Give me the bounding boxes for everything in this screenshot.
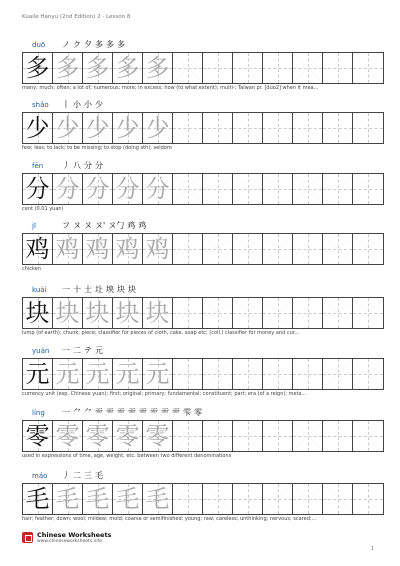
stroke-step: 鸡 — [138, 221, 147, 230]
stroke-step: 多 — [106, 40, 114, 49]
stroke-step: 土 — [84, 285, 92, 294]
blank-cell[interactable] — [233, 53, 263, 83]
stroke-step: 八 — [73, 161, 81, 170]
trace-cell — [83, 113, 113, 143]
blank-cell[interactable] — [353, 298, 383, 328]
stroke-order — [62, 471, 103, 481]
blank-cell[interactable] — [323, 359, 353, 389]
trace-character: 多 — [85, 54, 110, 82]
stroke-step: 二 — [73, 471, 81, 480]
blank-cell[interactable] — [203, 298, 233, 328]
blank-cell[interactable] — [203, 421, 233, 451]
writing-grid — [22, 233, 384, 265]
stroke-step: 坱 — [106, 285, 114, 294]
model-cell — [23, 234, 53, 264]
stroke-order — [62, 221, 146, 231]
blank-cell[interactable] — [233, 421, 263, 451]
model-cell — [23, 53, 53, 83]
model-character: 多 — [25, 54, 50, 82]
trace-character: 鸡 — [55, 235, 80, 263]
stroke-step: ⺈ — [84, 408, 92, 417]
model-cell — [23, 421, 53, 451]
blank-cell[interactable] — [173, 484, 203, 514]
writing-grid — [22, 173, 384, 205]
stroke-step: ノ — [62, 40, 70, 49]
stroke-step: 零 — [194, 408, 202, 417]
trace-cell — [113, 484, 143, 514]
trace-cell — [143, 359, 173, 389]
pinyin-label: líng — [32, 409, 45, 417]
blank-cell[interactable] — [233, 234, 263, 264]
stroke-step: ヌ' — [95, 221, 106, 230]
blank-cell[interactable] — [203, 113, 233, 143]
trace-cell — [113, 174, 143, 204]
writing-grid — [22, 52, 384, 84]
trace-cell — [53, 174, 83, 204]
blank-cell[interactable] — [263, 484, 293, 514]
pinyin-label: jī — [32, 222, 36, 230]
model-cell — [23, 298, 53, 328]
blank-cell[interactable] — [323, 53, 353, 83]
stroke-step: 分 — [84, 161, 92, 170]
trace-character: 毛 — [85, 485, 110, 513]
trace-character: 零 — [145, 422, 170, 450]
stroke-order — [62, 346, 103, 356]
trace-cell — [83, 359, 113, 389]
blank-cell[interactable] — [233, 484, 263, 514]
meaning-text: few; less; to lack; to be missing; to stop (doing sth); seldom — [22, 145, 172, 151]
character-row — [22, 41, 382, 99]
trace-cell — [83, 298, 113, 328]
trace-character: 鸡 — [85, 235, 110, 263]
worksheet-title: Kuaile Hanyu (2nd Edition) 2 - Lesson 8 — [22, 14, 131, 20]
stroke-order — [62, 161, 103, 171]
writing-grid — [22, 483, 384, 515]
model-character: 少 — [25, 114, 50, 142]
blank-cell[interactable] — [203, 174, 233, 204]
trace-cell — [113, 113, 143, 143]
blank-cell[interactable] — [293, 359, 323, 389]
character-row — [22, 101, 382, 159]
blank-cell[interactable] — [263, 234, 293, 264]
trace-cell — [53, 234, 83, 264]
blank-cell[interactable] — [263, 298, 293, 328]
stroke-step: ク — [73, 40, 81, 49]
meaning-text: cent (0.01 yuan) — [22, 206, 64, 212]
model-cell — [23, 359, 53, 389]
blank-cell[interactable] — [233, 113, 263, 143]
blank-cell[interactable] — [293, 53, 323, 83]
meaning-text: lump (of earth); chunk; piece; classifier for pieces of cloth, cake, soap etc; (coll.) classifier for money and cur... — [22, 330, 300, 336]
blank-cell[interactable] — [173, 234, 203, 264]
trace-cell — [113, 421, 143, 451]
model-character: 分 — [25, 175, 50, 203]
stroke-step: 圵 — [95, 285, 103, 294]
blank-cell[interactable] — [173, 298, 203, 328]
trace-cell — [83, 484, 113, 514]
stroke-step: 夕 — [84, 40, 92, 49]
blank-cell[interactable] — [173, 359, 203, 389]
stroke-step: 丿 — [62, 471, 70, 480]
trace-character: 多 — [145, 54, 170, 82]
meaning-text: many; much; often; a lot of; numerous; more; in excess; how (to what extent); multi-; Taiwan pr. [duo2] when it mea... — [22, 85, 319, 91]
stroke-step: 小 — [73, 100, 81, 109]
stroke-step: 一 — [62, 408, 70, 417]
blank-cell[interactable] — [233, 359, 263, 389]
stroke-order — [62, 100, 103, 110]
trace-character: 零 — [85, 422, 110, 450]
stroke-step: ⻗ — [128, 408, 136, 417]
trace-cell — [143, 484, 173, 514]
trace-character: 多 — [55, 54, 80, 82]
trace-cell — [143, 298, 173, 328]
trace-character: 元 — [115, 360, 140, 388]
trace-cell — [53, 484, 83, 514]
stroke-order — [62, 285, 136, 295]
stroke-step: 丿 — [62, 161, 70, 170]
footer-url[interactable]: www.chineseworksheets.info — [37, 539, 102, 544]
stroke-order — [62, 40, 125, 50]
trace-character: 毛 — [145, 485, 170, 513]
meaning-text: currency unit (esp. Chinese yuan); first; original; primary; fundamental; constituent; part; era (of a reign); meta... — [22, 391, 307, 397]
stroke-step: ⻗ — [161, 408, 169, 417]
pinyin-label: kuài — [32, 286, 47, 294]
stroke-step: 三 — [84, 471, 92, 480]
blank-cell[interactable] — [323, 484, 353, 514]
stroke-step: ⻗ — [117, 408, 125, 417]
trace-character: 元 — [145, 360, 170, 388]
blank-cell[interactable] — [293, 298, 323, 328]
meaning-text: hair; feather; down; wool; mildew; mold; coarse or semifinished; young; raw; careless; unthinking; nervous; scared;... — [22, 516, 317, 522]
trace-cell — [83, 421, 113, 451]
trace-cell — [113, 53, 143, 83]
trace-cell — [83, 234, 113, 264]
trace-cell — [143, 421, 173, 451]
blank-cell[interactable] — [203, 53, 233, 83]
trace-character: 少 — [85, 114, 110, 142]
blank-cell[interactable] — [323, 421, 353, 451]
blank-cell[interactable] — [323, 234, 353, 264]
trace-character: 分 — [115, 175, 140, 203]
trace-character: 块 — [115, 299, 140, 327]
blank-cell[interactable] — [323, 174, 353, 204]
stroke-step: 一 — [62, 346, 70, 355]
blank-cell[interactable] — [353, 53, 383, 83]
trace-cell — [143, 174, 173, 204]
stroke-step: フ — [62, 221, 70, 230]
trace-cell — [53, 113, 83, 143]
writing-grid — [22, 112, 384, 144]
character-row — [22, 347, 382, 405]
blank-cell[interactable] — [353, 113, 383, 143]
stroke-step: テ — [84, 346, 92, 355]
trace-character: 元 — [55, 360, 80, 388]
stroke-step: 十 — [73, 285, 81, 294]
model-cell — [23, 113, 53, 143]
character-row — [22, 162, 382, 220]
stroke-step: 块 — [117, 285, 125, 294]
model-cell — [23, 174, 53, 204]
stroke-step: ⻗ — [139, 408, 147, 417]
blank-cell[interactable] — [173, 113, 203, 143]
blank-cell[interactable] — [293, 421, 323, 451]
model-character: 鸡 — [25, 235, 50, 263]
stroke-step: ヌ勹 — [108, 221, 125, 230]
stroke-step: 少 — [95, 100, 103, 109]
blank-cell[interactable] — [353, 359, 383, 389]
chinese-worksheets-logo-icon — [22, 532, 33, 543]
blank-cell[interactable] — [353, 484, 383, 514]
writing-grid — [22, 358, 384, 390]
pinyin-label: fēn — [32, 162, 44, 170]
model-cell — [23, 484, 53, 514]
blank-cell[interactable] — [203, 484, 233, 514]
trace-character: 鸡 — [145, 235, 170, 263]
blank-cell[interactable] — [263, 53, 293, 83]
blank-cell[interactable] — [173, 421, 203, 451]
stroke-step: ヌ — [84, 221, 92, 230]
character-row — [22, 472, 382, 530]
stroke-step: 一 — [62, 285, 70, 294]
trace-character: 多 — [115, 54, 140, 82]
trace-cell — [83, 174, 113, 204]
blank-cell[interactable] — [173, 53, 203, 83]
trace-cell — [113, 359, 143, 389]
footer-brand: Chinese Worksheets — [37, 531, 112, 539]
trace-cell — [143, 53, 173, 83]
stroke-step: 鸡 — [127, 221, 136, 230]
blank-cell[interactable] — [293, 113, 323, 143]
blank-cell[interactable] — [233, 174, 263, 204]
trace-character: 毛 — [115, 485, 140, 513]
stroke-step: ⻗ — [150, 408, 158, 417]
blank-cell[interactable] — [353, 174, 383, 204]
blank-cell[interactable] — [263, 113, 293, 143]
blank-cell[interactable] — [263, 359, 293, 389]
pinyin-label: yuán — [32, 347, 50, 355]
model-character: 毛 — [25, 485, 50, 513]
model-character: 零 — [25, 422, 50, 450]
blank-cell[interactable] — [233, 298, 263, 328]
blank-cell[interactable] — [173, 174, 203, 204]
stroke-step: 丨 — [62, 100, 70, 109]
trace-cell — [53, 298, 83, 328]
trace-character: 少 — [115, 114, 140, 142]
blank-cell[interactable] — [293, 234, 323, 264]
stroke-step: 分 — [95, 161, 103, 170]
page-number: 1 — [370, 546, 374, 552]
trace-character: 分 — [85, 175, 110, 203]
trace-character: 鸡 — [115, 235, 140, 263]
stroke-step: 多 — [117, 40, 125, 49]
blank-cell[interactable] — [293, 174, 323, 204]
stroke-step: ⻗ — [172, 408, 180, 417]
trace-cell — [143, 234, 173, 264]
stroke-step: 小 — [84, 100, 92, 109]
stroke-step: ヌ — [73, 221, 81, 230]
stroke-step: ⺈ — [73, 408, 81, 417]
trace-character: 少 — [55, 114, 80, 142]
stroke-step: 雫 — [183, 408, 191, 417]
blank-cell[interactable] — [353, 234, 383, 264]
trace-character: 块 — [145, 299, 170, 327]
trace-character: 块 — [85, 299, 110, 327]
trace-cell — [53, 359, 83, 389]
stroke-step: 毛 — [95, 471, 103, 480]
stroke-step: ⻗ — [106, 408, 114, 417]
trace-cell — [113, 234, 143, 264]
trace-character: 分 — [55, 175, 80, 203]
trace-character: 少 — [145, 114, 170, 142]
model-character: 元 — [25, 360, 50, 388]
trace-cell — [53, 53, 83, 83]
character-row — [22, 286, 382, 344]
trace-character: 分 — [145, 175, 170, 203]
stroke-step: 二 — [73, 346, 81, 355]
trace-cell — [143, 113, 173, 143]
stroke-order — [62, 408, 202, 418]
trace-cell — [113, 298, 143, 328]
trace-character: 块 — [55, 299, 80, 327]
trace-cell — [53, 421, 83, 451]
character-row — [22, 409, 382, 467]
pinyin-label: duō — [32, 41, 46, 49]
blank-cell[interactable] — [323, 113, 353, 143]
trace-character: 零 — [115, 422, 140, 450]
footer — [22, 531, 111, 544]
blank-cell[interactable] — [263, 421, 293, 451]
writing-grid — [22, 297, 384, 329]
stroke-step: 多 — [95, 40, 103, 49]
blank-cell[interactable] — [323, 298, 353, 328]
trace-character: 毛 — [55, 485, 80, 513]
character-row — [22, 222, 382, 280]
pinyin-label: máo — [32, 472, 48, 480]
writing-grid — [22, 420, 384, 452]
stroke-step: 块 — [128, 285, 136, 294]
pinyin-label: shǎo — [32, 101, 49, 109]
trace-cell — [83, 53, 113, 83]
meaning-text: used in expressions of time, age, weight, etc. between two different denominations — [22, 453, 232, 459]
blank-cell[interactable] — [263, 174, 293, 204]
trace-character: 元 — [85, 360, 110, 388]
blank-cell[interactable] — [293, 484, 323, 514]
blank-cell[interactable] — [203, 234, 233, 264]
blank-cell[interactable] — [353, 421, 383, 451]
stroke-step: ⻗ — [95, 408, 103, 417]
stroke-step: 元 — [95, 346, 103, 355]
model-character: 块 — [25, 299, 50, 327]
blank-cell[interactable] — [203, 359, 233, 389]
trace-character: 零 — [55, 422, 80, 450]
meaning-text: chicken — [22, 266, 42, 272]
